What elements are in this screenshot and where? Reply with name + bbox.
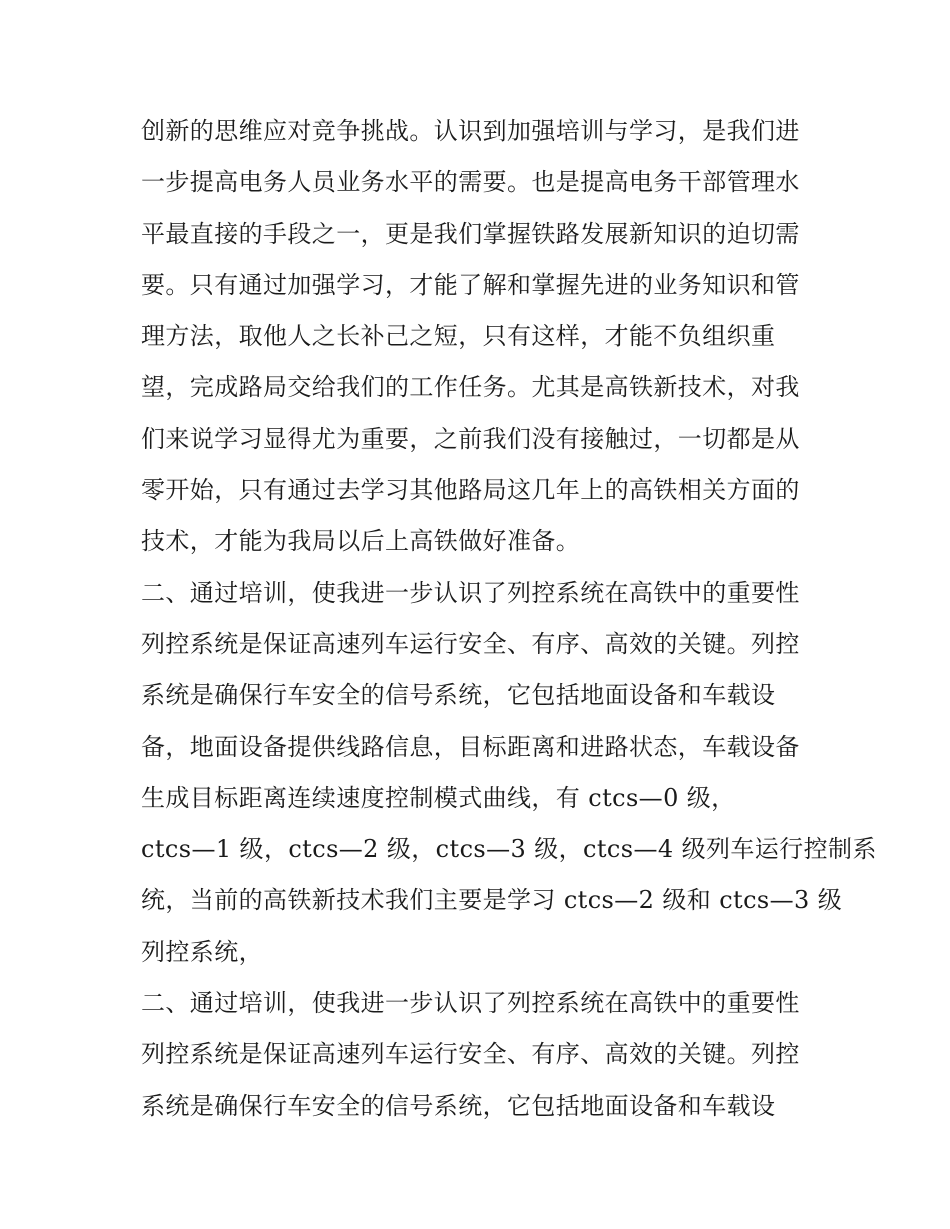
text-line: 技术，才能为我局以后上高铁做好准备。 [141,527,581,556]
text-line: 零开始，只有通过去学习其他路局这几年上的高铁相关方面的 [141,476,800,505]
text-line: 们来说学习显得尤为重要，之前我们没有接触过，一切都是从 [141,424,800,453]
text-line: 望，完成路局交给我们的工作任务。尤其是高铁新技术，对我 [141,373,800,402]
text-line: 列控系统是保证高速列车运行安全、有序、高效的关键。列控 [141,629,800,658]
text-line: 要。只有通过加强学习，才能了解和掌握先进的业务知识和管 [141,270,800,299]
text-line: 一步提高电务人员业务水平的需要。也是提高电务干部管理水 [141,168,800,197]
text-line: ctcs—1 级，ctcs—2 级，ctcs—3 级，ctcs—4 级列车运行控制系 [141,835,877,864]
section-heading: 二、通过培训，使我进一步认识了列控系统在高铁中的重要性 [141,989,800,1018]
text-line: 生成目标距离连续速度控制模式曲线，有 ctcs—0 级， [141,783,736,812]
section-heading: 二、通过培训，使我进一步认识了列控系统在高铁中的重要性 [141,578,800,607]
text-line: 平最直接的手段之一，更是我们掌握铁路发展新知识的迫切需 [141,219,800,248]
text-line: 系统是确保行车安全的信号系统，它包括地面设备和车载设 [141,681,776,710]
text-line: 备，地面设备提供线路信息，目标距离和进路状态，车载设备 [141,732,800,761]
text-line: 统，当前的高铁新技术我们主要是学习 ctcs—2 级和 ctcs—3 级 [141,886,843,915]
body-text [141,106,877,1132]
text-line: 列控系统是保证高速列车运行安全、有序、高效的关键。列控 [141,1040,800,1069]
text-line: 列控系统， [141,937,263,966]
text-line: 理方法，取他人之长补己之短，只有这样，才能不负组织重 [141,322,776,351]
text-line: 创新的思维应对竞争挑战。认识到加强培训与学习，是我们进 [141,117,800,145]
text-line: 系统是确保行车安全的信号系统，它包括地面设备和车载设 [141,1091,776,1120]
